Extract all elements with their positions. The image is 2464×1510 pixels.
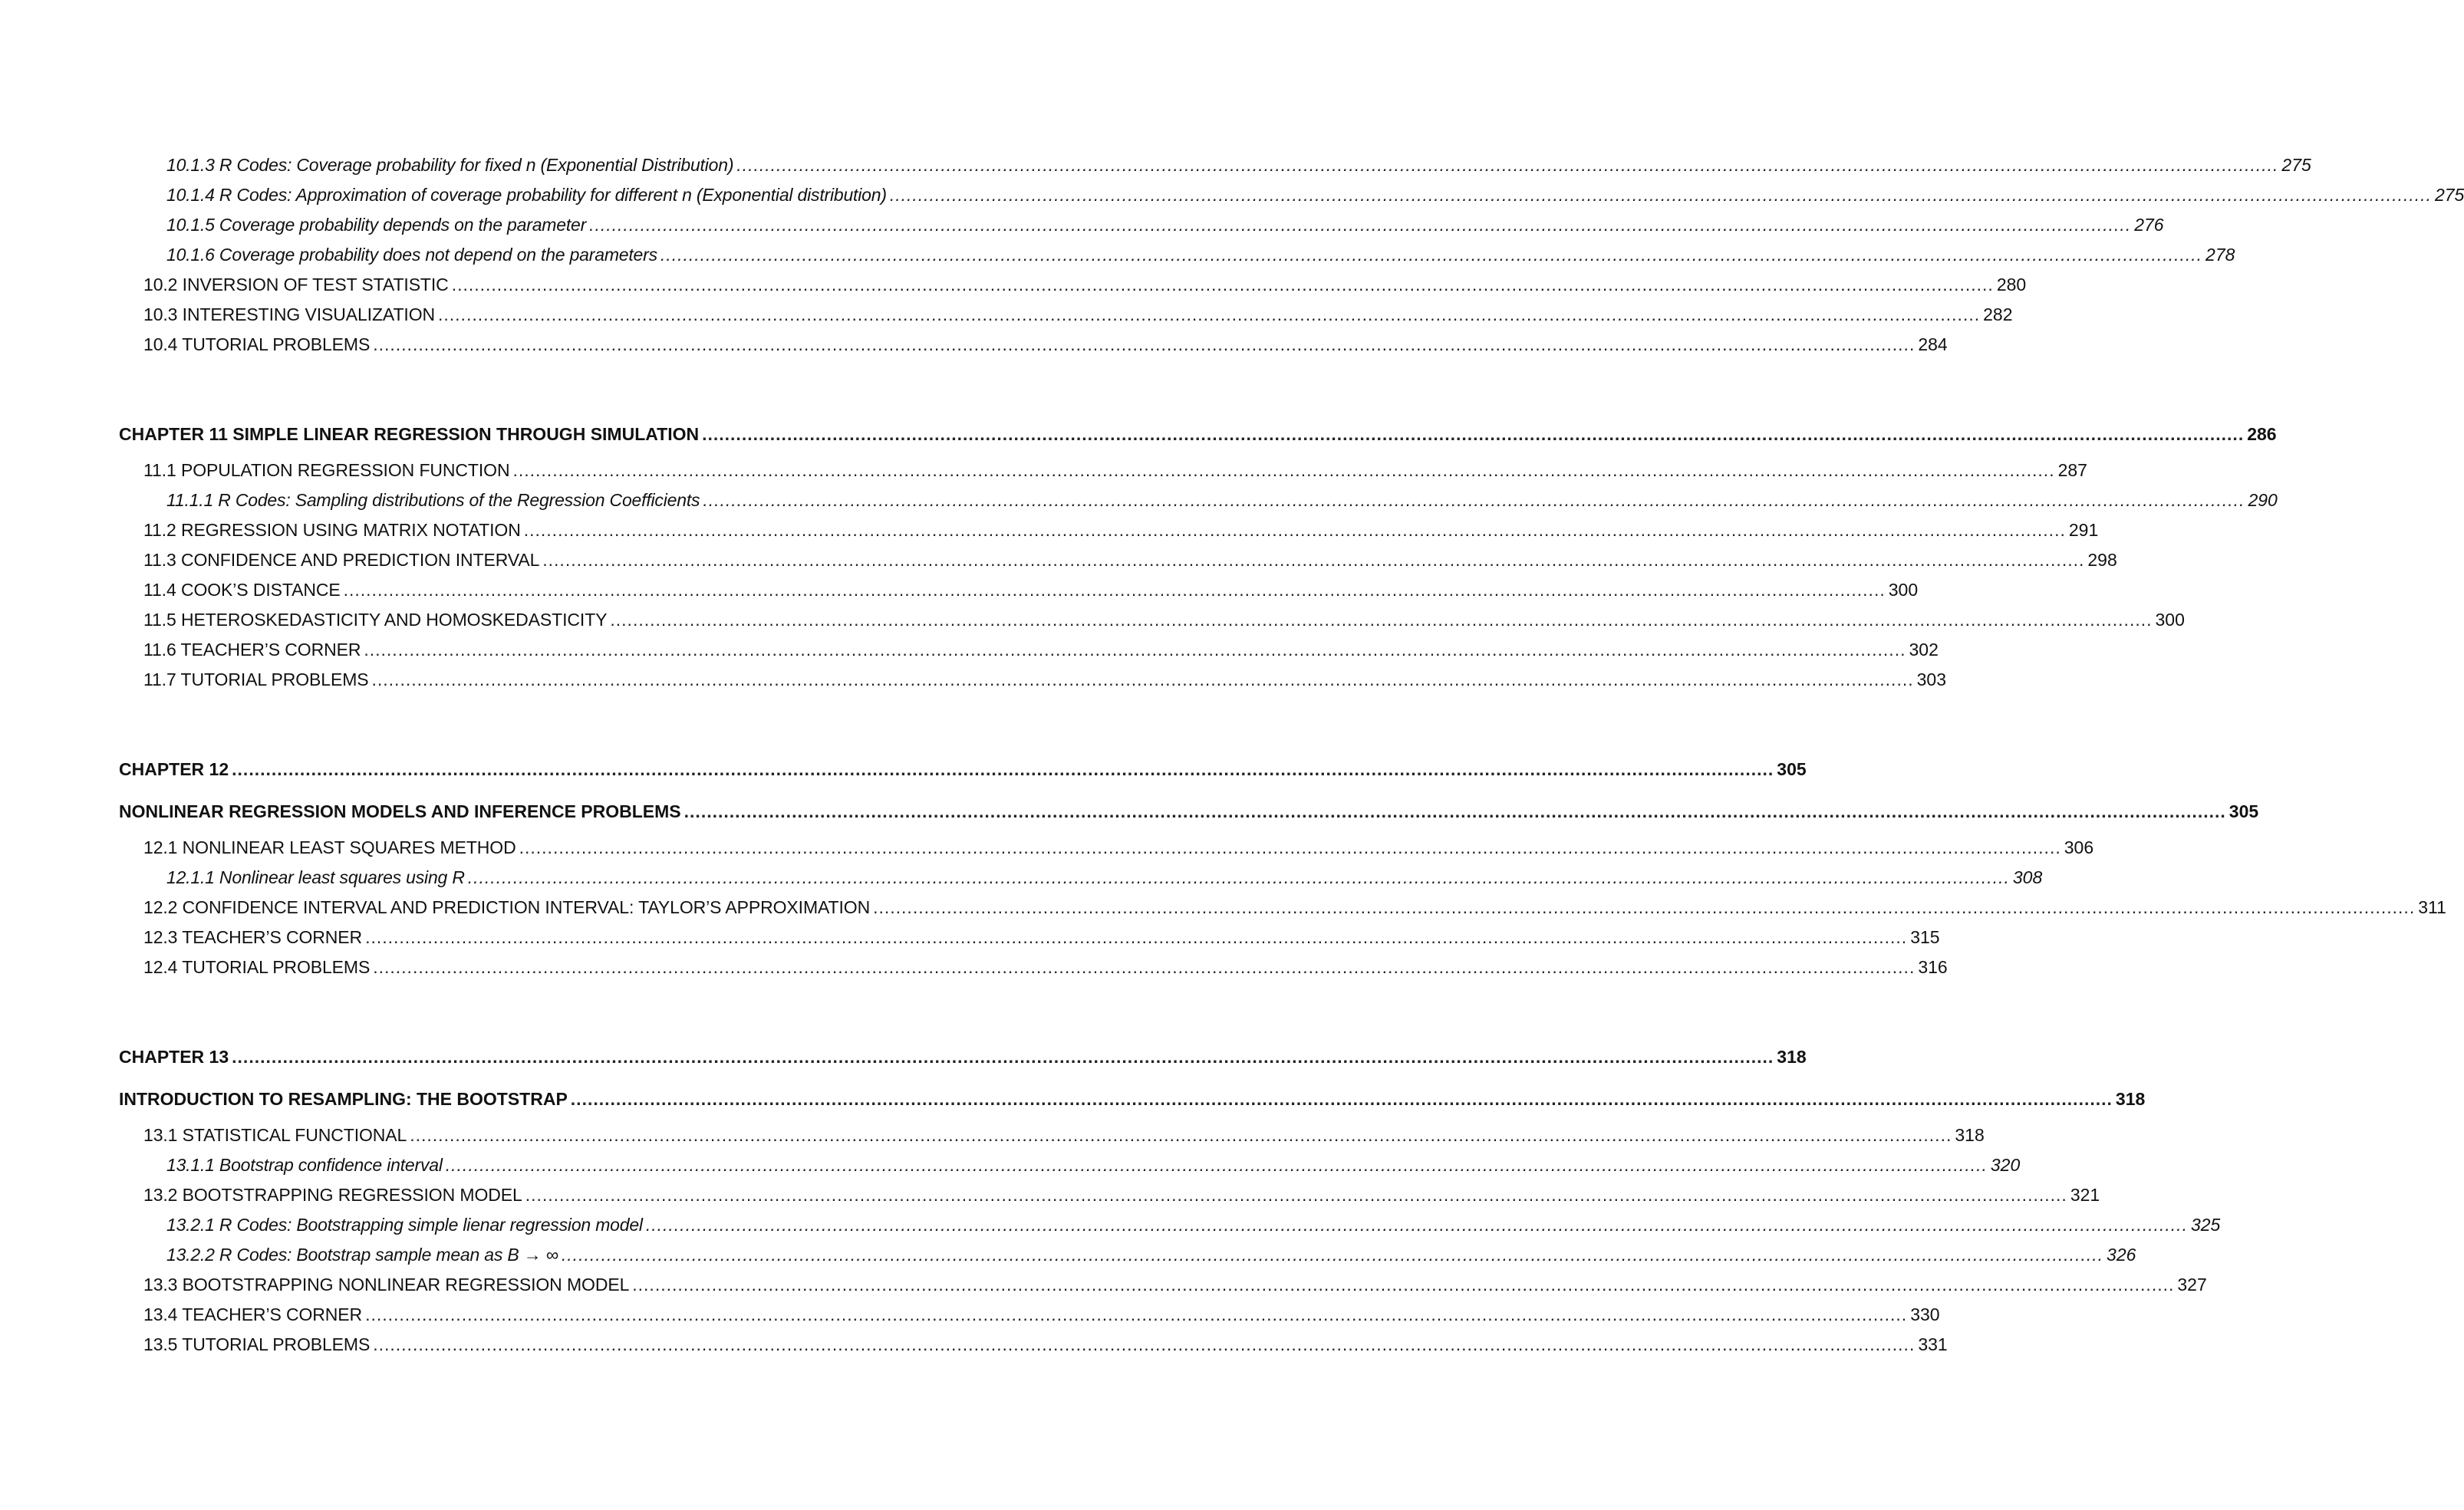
section-gap <box>119 695 1022 748</box>
dot-leader <box>372 665 1914 695</box>
toc-entry-12-4[interactable] <box>119 952 1948 982</box>
toc-entry-title: 11.5 HETEROSKEDASTICITY AND HOMOSKEDASTICITY <box>143 610 608 630</box>
toc-entry-title: 10.1.6 Coverage probability does not depend on the parameters <box>166 245 657 265</box>
dot-leader <box>232 748 1774 791</box>
dot-leader <box>632 1270 2174 1300</box>
toc-entry-12-2[interactable] <box>119 893 2446 923</box>
dot-leader <box>736 150 2278 180</box>
dot-leader <box>512 456 2054 485</box>
toc-chapter-page: 318 <box>1777 1047 1807 1067</box>
section-gap <box>119 982 1022 1036</box>
toc-entry-page: 290 <box>2248 490 2278 510</box>
toc-entry-12-1-1[interactable] <box>119 863 2043 893</box>
toc-chapter-page: 286 <box>2247 424 2277 444</box>
toc-entry-title: 13.1.1 Bootstrap confidence interval <box>166 1155 443 1175</box>
toc-entry-11-1[interactable] <box>119 456 2087 485</box>
toc-entry-title: 10.1.3 R Codes: Coverage probability for fixed n (Exponential Distribution) <box>166 155 734 175</box>
dot-leader <box>873 893 2415 923</box>
toc-chapter-13[interactable] <box>119 1036 1807 1078</box>
toc-entry-13-4[interactable] <box>119 1300 1940 1330</box>
toc-entry-page: 276 <box>2134 215 2164 235</box>
toc-entry-page: 327 <box>2177 1275 2207 1295</box>
toc-entry-page: 330 <box>1910 1304 1940 1324</box>
toc-entry-page: 300 <box>1888 580 1919 600</box>
toc-entry-title: 13.3 BOOTSTRAPPING NONLINEAR REGRESSION MODEL <box>143 1275 630 1295</box>
toc-chapter-page: 318 <box>2115 1089 2146 1109</box>
toc-entry-11-1-1[interactable] <box>119 485 2278 515</box>
toc-entry-11-7[interactable] <box>119 665 1946 695</box>
toc-entry-title: 12.2 CONFIDENCE INTERVAL AND PREDICTION INTERVAL: TAYLOR’S APPROXIMATION <box>143 897 871 917</box>
dot-leader <box>373 952 1915 982</box>
toc-entry-page: 303 <box>1916 669 1946 689</box>
toc-entry-11-6[interactable] <box>119 635 1939 665</box>
dot-leader <box>646 1210 2188 1240</box>
toc-entry-title: 10.4 TUTORIAL PROBLEMS <box>143 334 371 354</box>
toc-entry-page: 278 <box>2205 245 2235 265</box>
dot-leader <box>562 1240 2103 1270</box>
dot-leader <box>365 1300 1907 1330</box>
toc-entry-11-5[interactable] <box>119 605 2185 635</box>
toc-entry-13-1-1[interactable] <box>119 1150 2021 1180</box>
dot-leader <box>702 413 2244 456</box>
dot-leader <box>890 180 2432 210</box>
dot-leader <box>571 1078 2113 1120</box>
toc-entry-page: 302 <box>1909 640 1939 660</box>
toc-chapter-title: CHAPTER 13 <box>119 1047 229 1067</box>
table-of-contents <box>119 150 2464 1360</box>
toc-chapter-12[interactable] <box>119 748 1807 791</box>
dot-leader <box>589 210 2131 240</box>
toc-entry-page: 275 <box>2281 155 2311 175</box>
toc-entry-13-3[interactable] <box>119 1270 2207 1300</box>
toc-entry-10-1-3[interactable] <box>119 150 2311 180</box>
dot-leader <box>373 1330 1915 1360</box>
toc-entry-page: 320 <box>1990 1155 2021 1175</box>
toc-entry-title: 10.2 INVERSION OF TEST STATISTIC <box>143 275 449 294</box>
dot-leader <box>542 545 2084 575</box>
toc-entry-page: 331 <box>1918 1334 1948 1354</box>
toc-entry-11-4[interactable] <box>119 575 1919 605</box>
toc-entry-title: 13.1 STATISTICAL FUNCTIONAL <box>143 1125 407 1145</box>
toc-entry-title: 12.3 TEACHER’S CORNER <box>143 927 363 947</box>
dot-leader <box>703 485 2245 515</box>
toc-entry-page: 282 <box>1983 304 2013 324</box>
toc-entry-13-1[interactable] <box>119 1120 1985 1150</box>
toc-chapter-13-title[interactable] <box>119 1078 2146 1120</box>
dot-leader <box>610 605 2152 635</box>
toc-entry-title: 13.5 TUTORIAL PROBLEMS <box>143 1334 371 1354</box>
toc-entry-title: 12.1.1 Nonlinear least squares using R <box>166 867 465 887</box>
toc-chapter-page: 305 <box>1777 759 1807 779</box>
dot-leader <box>373 330 1915 360</box>
toc-entry-title: 10.1.5 Coverage probability depends on the parameter <box>166 215 587 235</box>
toc-entry-title: 11.3 CONFIDENCE AND PREDICTION INTERVAL <box>143 550 540 570</box>
dot-leader <box>524 515 2066 545</box>
toc-entry-page: 318 <box>1955 1125 1985 1145</box>
toc-entry-title: 10.1.4 R Codes: Approximation of coverage probability for different n (Exponential distribution) <box>166 185 887 205</box>
toc-entry-page: 315 <box>1910 927 1940 947</box>
dot-leader <box>684 791 2226 833</box>
toc-entry-title: 11.2 REGRESSION USING MATRIX NOTATION <box>143 520 521 540</box>
toc-entry-title: 11.6 TEACHER’S CORNER <box>143 640 361 660</box>
toc-entry-11-3[interactable] <box>119 545 2117 575</box>
toc-chapter-12-title[interactable] <box>119 791 2259 833</box>
dot-leader <box>364 635 1906 665</box>
toc-entry-page: 275 <box>2434 185 2464 205</box>
toc-entry-page: 326 <box>2107 1245 2136 1265</box>
dot-leader <box>525 1180 2067 1210</box>
toc-entry-title: 11.4 COOK’S DISTANCE <box>143 580 341 600</box>
toc-entry-page: 300 <box>2155 610 2185 630</box>
toc-entry-page: 287 <box>2057 460 2087 480</box>
toc-chapter-page: 305 <box>2228 801 2259 821</box>
toc-entry-title: 10.3 INTERESTING VISUALIZATION <box>143 304 435 324</box>
section-gap <box>119 360 1022 413</box>
toc-entry-title: 13.2.1 R Codes: Bootstrapping simple lienar regression model <box>166 1215 643 1235</box>
toc-entry-11-2[interactable] <box>119 515 2099 545</box>
toc-entry-12-3[interactable] <box>119 923 1940 952</box>
toc-entry-title: 11.1 POPULATION REGRESSION FUNCTION <box>143 460 510 480</box>
toc-entry-10-2[interactable] <box>119 270 2027 300</box>
toc-entry-page: 311 <box>2418 897 2446 917</box>
dot-leader <box>438 300 1980 330</box>
dot-leader <box>452 270 1994 300</box>
toc-entry-title: 11.7 TUTORIAL PROBLEMS <box>143 669 369 689</box>
dot-leader <box>344 575 1886 605</box>
toc-entry-page: 291 <box>2068 520 2099 540</box>
toc-entry-13-2[interactable] <box>119 1180 2100 1210</box>
toc-chapter-title: NONLINEAR REGRESSION MODELS AND INFERENCE PROBLEMS <box>119 801 681 821</box>
toc-entry-page: 298 <box>2087 550 2117 570</box>
toc-chapter-11[interactable] <box>119 413 2277 456</box>
toc-entry-page: 321 <box>2070 1185 2100 1205</box>
toc-entry-page: 280 <box>1996 275 2027 294</box>
toc-entry-title: 12.1 NONLINEAR LEAST SQUARES METHOD <box>143 837 516 857</box>
toc-entry-page: 325 <box>2190 1215 2221 1235</box>
toc-entry-title: 13.4 TEACHER’S CORNER <box>143 1304 363 1324</box>
toc-entry-10-1-5[interactable] <box>119 210 2164 240</box>
toc-chapter-title: CHAPTER 11 SIMPLE LINEAR REGRESSION THROUGH SIMULATION <box>119 424 700 444</box>
dot-leader <box>660 240 2202 270</box>
toc-entry-page: 308 <box>2012 867 2043 887</box>
toc-entry-13-2-1[interactable] <box>119 1210 2221 1240</box>
toc-chapter-title: CHAPTER 12 <box>119 759 229 779</box>
toc-entry-title: 13.2 BOOTSTRAPPING REGRESSION MODEL <box>143 1185 522 1205</box>
toc-entry-10-3[interactable] <box>119 300 2013 330</box>
toc-entry-13-2-2[interactable] <box>119 1240 2136 1270</box>
toc-entry-page: 316 <box>1918 957 1948 977</box>
toc-entry-page: 306 <box>2064 837 2094 857</box>
toc-entry-10-4[interactable] <box>119 330 1948 360</box>
toc-entry-title: 12.4 TUTORIAL PROBLEMS <box>143 957 371 977</box>
toc-entry-10-1-4[interactable] <box>119 180 2464 210</box>
toc-entry-13-5[interactable] <box>119 1330 1948 1360</box>
dot-leader <box>446 1150 1988 1180</box>
toc-entry-10-1-6[interactable] <box>119 240 2235 270</box>
toc-entry-page: 284 <box>1918 334 1948 354</box>
dot-leader <box>232 1036 1774 1078</box>
dot-leader <box>365 923 1907 952</box>
toc-entry-title: 11.1.1 R Codes: Sampling distributions of the Regression Coefficients <box>166 490 700 510</box>
toc-entry-12-1[interactable] <box>119 833 2094 863</box>
dot-leader <box>468 863 2010 893</box>
toc-entry-title: 13.2.2 R Codes: Bootstrap sample mean as B → ∞ <box>166 1245 558 1265</box>
dot-leader <box>519 833 2061 863</box>
dot-leader <box>410 1120 1952 1150</box>
toc-chapter-title: INTRODUCTION TO RESAMPLING: THE BOOTSTRAP <box>119 1089 568 1109</box>
